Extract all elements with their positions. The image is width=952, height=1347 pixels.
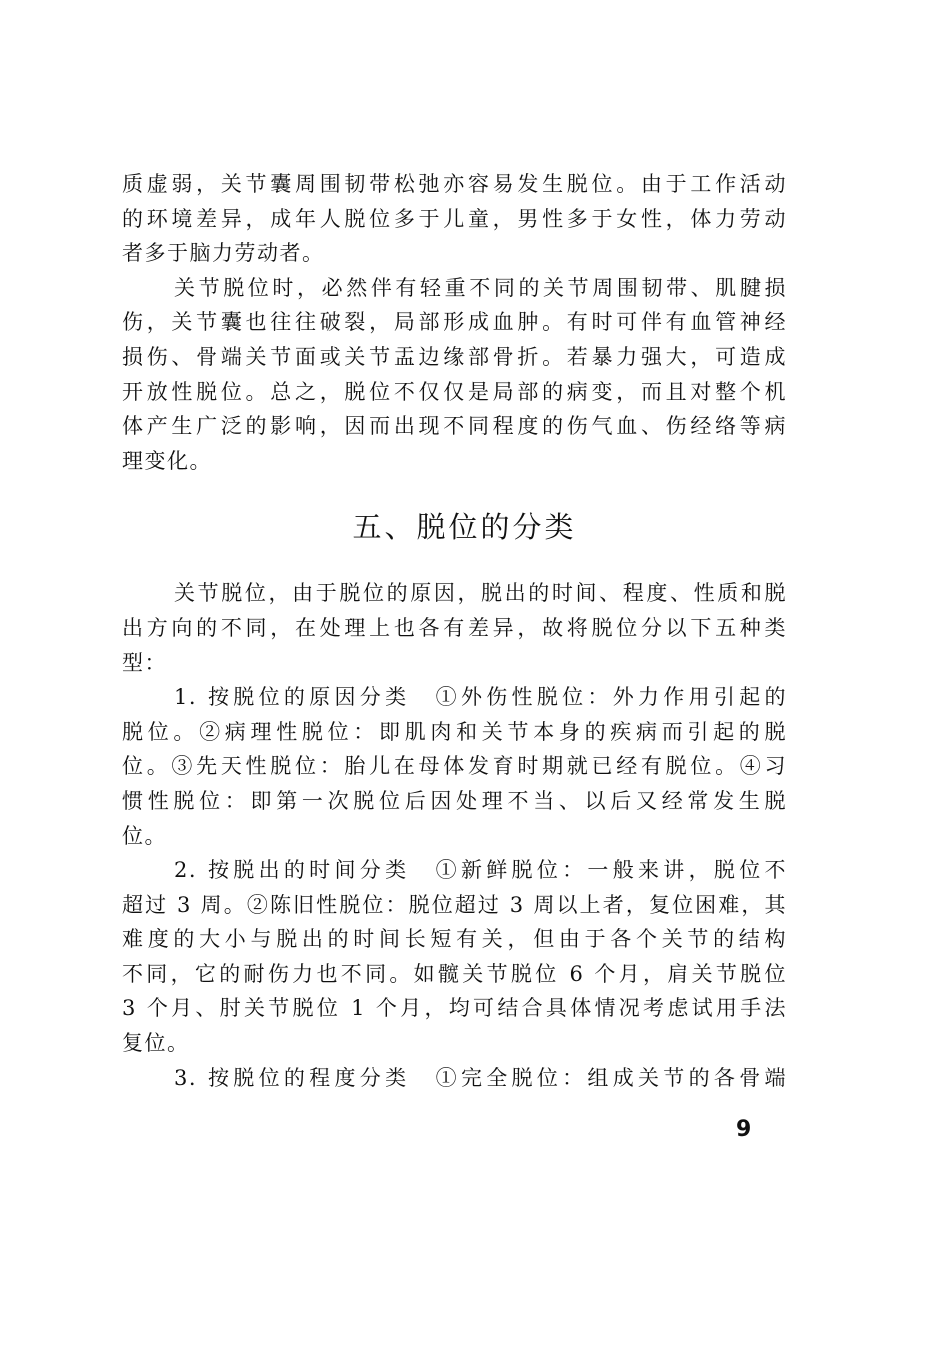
paragraph-intro (122, 576, 787, 680)
text-line: 惯性脱位：即第一次脱位后因处理不当、以后又经常发生脱 (122, 788, 787, 813)
paragraph-causes-end (122, 167, 787, 271)
text-line: 出方向的不同，在处理上也各有差异，故将脱位分以下五种类 (122, 615, 787, 640)
text-line: 脱位。②病理性脱位：即肌肉和关节本身的疾病而引起的脱 (122, 719, 787, 744)
text-line: 超过 3 周。②陈旧性脱位：脱位超过 3 周以上者，复位困难，其 (122, 892, 787, 917)
text-line: 者多于脑力劳动者。 (122, 241, 325, 266)
text-line: 难度的大小与脱出的时间长短有关，但由于各个关节的结构 (122, 927, 787, 952)
document-page (122, 167, 787, 1095)
text-line: 1. 按脱位的原因分类 ①外伤性脱位：外力作用引起的 (174, 685, 787, 710)
text-line: 位。③先天性脱位：胎儿在母体发育时期就已经有脱位。④习 (122, 754, 787, 779)
text-line: 不同，它的耐伤力也不同。如髋关节脱位 6 个月，肩关节脱位 (122, 961, 787, 986)
text-line: 损伤、骨端关节面或关节盂边缘部骨折。若暴力强大，可造成 (122, 344, 787, 369)
paragraph-by-time (122, 853, 787, 1061)
text-line: 3 个月、肘关节脱位 1 个月，均可结合具体情况考虑试用手法 (122, 996, 787, 1021)
section-heading: 五、脱位的分类 (352, 510, 577, 545)
text-line: 2. 按脱出的时间分类 ①新鲜脱位：一般来讲，脱位不 (174, 858, 787, 883)
text-line: 关节脱位，由于脱位的原因，脱出的时间、程度、性质和脱 (174, 581, 787, 606)
page-number: 9 (736, 1117, 752, 1142)
text-line: 关节脱位时，必然伴有轻重不同的关节周围韧带、肌腱损 (174, 275, 787, 300)
paragraph-by-cause (122, 680, 787, 853)
text-line: 伤，关节囊也往往破裂，局部形成血肿。有时可伴有血管神经 (122, 310, 787, 335)
text-line: 理变化。 (122, 448, 212, 473)
text-line: 体产生广泛的影响，因而出现不同程度的伤气血、伤经络等病 (122, 414, 787, 439)
text-line: 型： (122, 650, 167, 675)
text-line: 3. 按脱位的程度分类 ①完全脱位：组成关节的各骨端 (174, 1065, 787, 1090)
text-line: 的环境差异，成年人脱位多于儿童，男性多于女性，体力劳动 (122, 206, 787, 231)
text-line: 质虚弱，关节囊周围韧带松弛亦容易发生脱位。由于工作活动 (122, 172, 787, 196)
paragraph-pathology (122, 271, 787, 479)
text-line: 位。 (122, 823, 167, 848)
paragraph-by-degree (122, 1061, 787, 1096)
text-line: 开放性脱位。总之，脱位不仅仅是局部的病变，而且对整个机 (122, 379, 787, 404)
text-line: 复位。 (122, 1031, 190, 1056)
